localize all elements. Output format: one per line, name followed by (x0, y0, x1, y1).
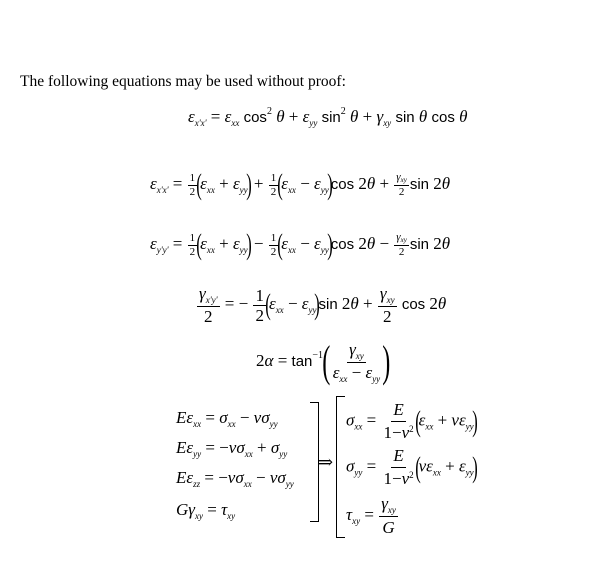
hooke-eq-4: $G\gamma_{xy} = \tau_{xy}$ (176, 500, 236, 521)
intro-text: The following equations may be used without proof: (20, 73, 346, 90)
hooke-eq-2: $E\varepsilon_{yy} = -\nu\sigma_{xx} + \sigma_{yy}$ (176, 438, 288, 459)
equation-shear-strain-prime: $\frac{\gamma_{x'y'}}{2}$ = − $\frac{1}{2}$ $(\varepsilon_{xx} - \varepsilon_{yy})\sin$ 2θ + $\frac{\gamma_{xy}}{2}$ cos 2θ (199, 284, 447, 326)
stress-eq-1: $\sigma_{xx}$ = $\frac{E}{1-\nu^2}$ $(\varepsilon_{xx} + \nu\varepsilon_{yy})$ (346, 400, 478, 442)
hooke-eq-3: $E\varepsilon_{zz} = -\nu\sigma_{xx} - \nu\sigma_{yy}$ (176, 468, 294, 489)
stress-eq-2: $\sigma_{yy}$ = $\frac{E}{1-\nu^2}$ $(\nu\varepsilon_{xx} + \varepsilon_{yy})$ (346, 446, 478, 488)
equation-strain-transform-basic: $\varepsilon_{x'x'} = \varepsilon_{xx}$ $\cos^2 \theta + \varepsilon_{yy}$ $\sin^2 \theta + \gamma_{xy}$ sin θ cos θ (188, 106, 468, 128)
equation-strain-xx-prime: $\varepsilon_{x'x'}$ = $\frac{1}{2}$ $(\varepsilon_{xx} + \varepsilon_{yy})$ + $\frac{1}{2}$ $(\varepsilon_{xx} - \varepsilon_{yy})\cos$ 2θ + $\frac{\gamma_{xy}}{2}$ sin 2θ (150, 168, 451, 201)
implies-arrow: ⇒ (318, 452, 334, 472)
hooke-eq-1: $E\varepsilon_{xx} = \sigma_{xx} - \nu\sigma_{yy}$ (176, 408, 278, 429)
stress-eq-3: $\tau_{xy}$ = $\frac{\gamma_{xy}}{G}$ (346, 494, 396, 537)
equation-strain-yy-prime: $\varepsilon_{y'y'}$ = $\frac{1}{2}$ $(\varepsilon_{xx} + \varepsilon_{yy})$ − $\frac{1}{2}$ $(\varepsilon_{xx} - \varepsilon_{yy})\cos$ 2θ − $\frac{\gamma_{xy}}{2}$ sin 2θ (150, 228, 451, 261)
right-group-brace (336, 396, 345, 538)
equation-principal-angle: $2\alpha = \tan^{-1}$( $\frac{\gamma_{xy}}{\varepsilon_{xx} - \varepsilon_{yy}}$ ) (256, 337, 391, 386)
